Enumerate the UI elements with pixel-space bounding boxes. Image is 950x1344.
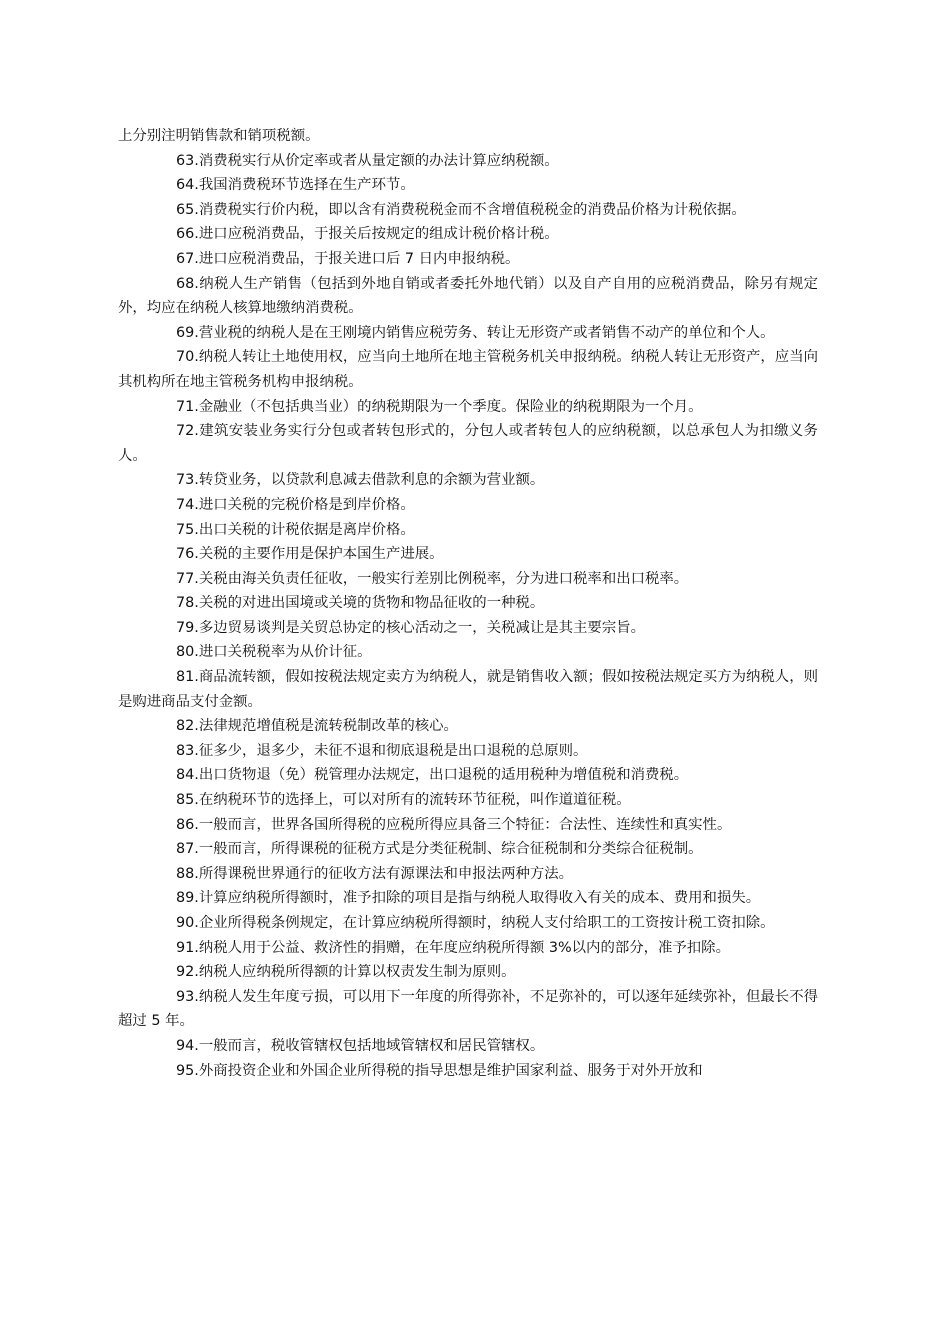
paragraph-item-79: 79.多边贸易谈判是关贸总协定的核心活动之一，关税减让是其主要宗旨。 <box>176 619 645 636</box>
paragraph-item-80: 80.进口关税税率为从价计征。 <box>176 644 372 661</box>
paragraph-item-81: 81.商品流转额，假如按税法规定卖方为纳税人，就是销售收入额；假如按税法规定买方为纳税人，则是购进商品支付金额。 <box>118 669 818 710</box>
paragraph-item-93: 93.纳税人发生年度亏损，可以用下一年度的所得弥补，不足弥补的，可以逐年延续弥补，但最长不得超过 5 年。 <box>118 988 818 1030</box>
paragraph-item-73: 73.转贷业务，以贷款利息减去借款利息的余额为营业额。 <box>176 472 545 489</box>
paragraph-item-69: 69.营业税的纳税人是在王刚境内销售应税劳务、转让无形资产或者销售不动产的单位和个人。 <box>176 324 775 341</box>
paragraph-item-83: 83.征多少，退多少，未征不退和彻底退税是出口退税的总原则。 <box>176 742 588 759</box>
paragraph-item-75: 75.出口关税的计税依据是离岸价格。 <box>176 521 415 538</box>
paragraph-item-84: 84.出口货物退（免）税管理办法规定，出口退税的适用税种为增值税和消费税。 <box>176 767 689 784</box>
paragraph-item-77: 77.关税由海关负责任征收，一般实行差别比例税率，分为进口税率和出口税率。 <box>176 570 689 587</box>
paragraph-item-91: 91.纳税人用于公益、救济性的捐赠，在年度应纳税所得额 3%以内的部分，准予扣除。 <box>176 939 730 956</box>
paragraph-item-72: 72.建筑安装业务实行分包或者转包形式的，分包人或者转包人的应纳税额，以总承包人为扣缴义务人。 <box>118 423 818 464</box>
paragraph-item-86: 86.一般而言，世界各国所得税的应税所得应具备三个特征：合法性、连续性和真实性。 <box>176 816 732 833</box>
paragraph-item-66: 66.进口应税消费品，于报关后按规定的组成计税价格计税。 <box>176 226 559 243</box>
paragraph-item-87: 87.一般而言，所得课税的征税方式是分类征税制、综合征税制和分类综合征税制。 <box>176 841 703 858</box>
paragraph-continuation: 上分别注明销售款和销项税额。 <box>118 128 320 144</box>
paragraph-item-74: 74.进口关税的完税价格是到岸价格。 <box>176 496 415 513</box>
paragraph-item-63: 63.消费税实行从价定率或者从量定额的办法计算应纳税额。 <box>176 152 559 169</box>
paragraph-item-70: 70.纳税人转让土地使用权，应当向土地所在地主管税务机关申报纳税。纳税人转让无形资产，应当向其机构所在地主管税务机构申报纳税。 <box>118 349 818 390</box>
paragraph-item-89: 89.计算应纳税所得额时，准予扣除的项目是指与纳税人取得收入有关的成本、费用和损失。 <box>176 890 761 907</box>
paragraph-item-82: 82.法律规范增值税是流转税制改革的核心。 <box>176 718 458 735</box>
paragraph-item-85: 85.在纳税环节的选择上，可以对所有的流转环节征税，叫作道道征税。 <box>176 792 631 809</box>
paragraph-item-94: 94.一般而言，税收管辖权包括地域管辖权和居民管辖权。 <box>176 1037 545 1054</box>
paragraph-item-92: 92.纳税人应纳税所得额的计算以权责发生制为原则。 <box>176 964 516 981</box>
paragraph-item-71: 71.金融业（不包括典当业）的纳税期限为一个季度。保险业的纳税期限为一个月。 <box>176 398 703 415</box>
paragraph-item-65: 65.消费税实行价内税，即以含有消费税税金而不含增值税税金的消费品价格为计税依据。 <box>176 201 746 218</box>
paragraph-item-88: 88.所得课税世界通行的征收方法有源课法和申报法两种方法。 <box>176 865 574 882</box>
paragraph-item-78: 78.关税的对进出国境或关境的货物和物品征收的一种税。 <box>176 595 545 612</box>
paragraph-item-76: 76.关税的主要作用是保护本国生产进展。 <box>176 546 444 563</box>
paragraph-item-64: 64.我国消费税环节选择在生产环节。 <box>176 177 415 194</box>
paragraph-item-95: 95.外商投资企业和外国企业所得税的指导思想是维护国家利益、服务于对外开放和 <box>176 1062 703 1079</box>
document-page <box>118 124 818 1083</box>
paragraph-item-90: 90.企业所得税条例规定，在计算应纳税所得额时，纳税人支付给职工的工资按计税工资扣除。 <box>176 915 775 931</box>
paragraph-item-68: 68.纳税人生产销售（包括到外地自销或者委托外地代销）以及自产自用的应税消费品，除另有规定外，均应在纳税人核算地缴纳消费税。 <box>118 275 818 317</box>
paragraph-item-67: 67.进口应税消费品，于报关进口后 7 日内申报纳税。 <box>176 250 520 267</box>
